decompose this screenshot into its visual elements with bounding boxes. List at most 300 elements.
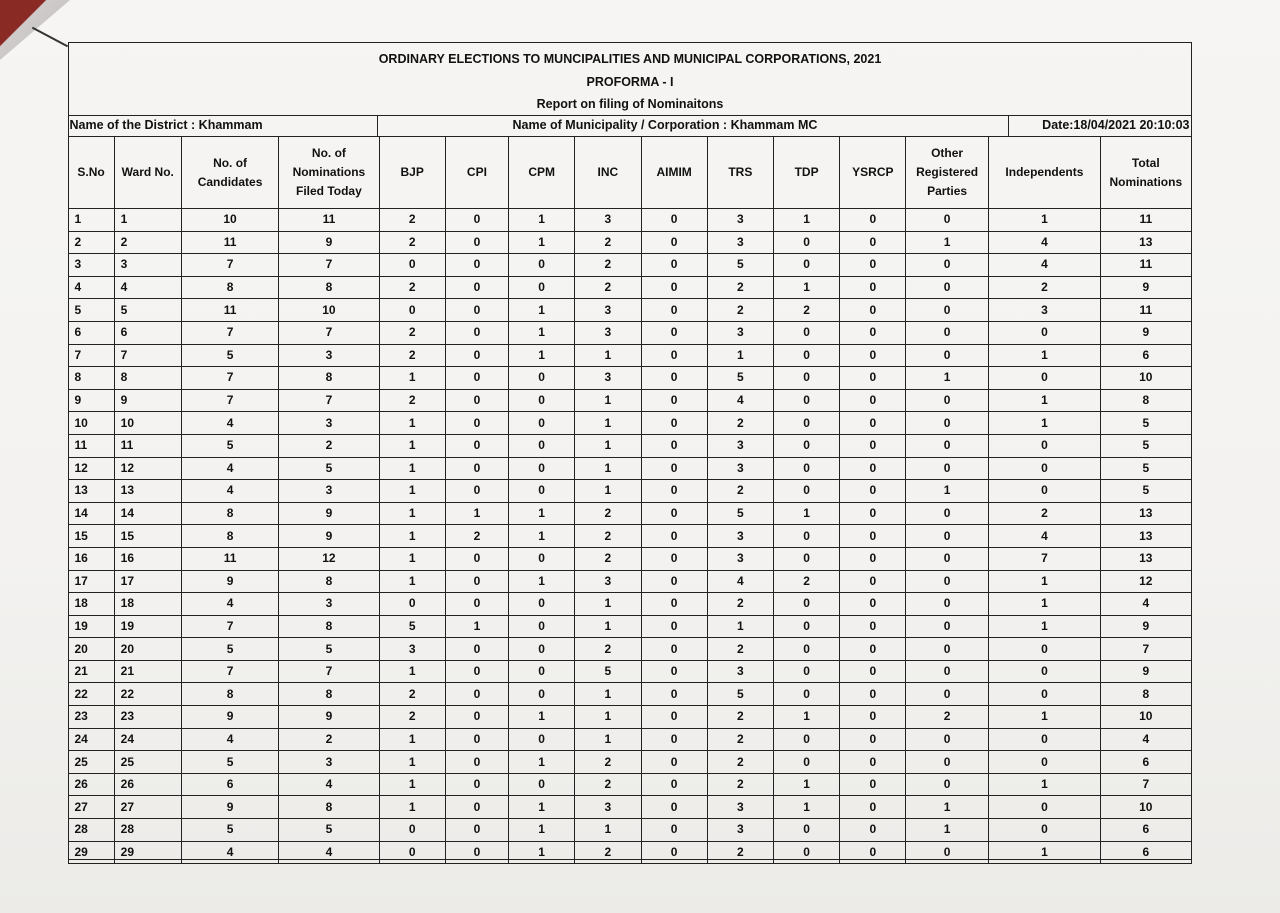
table-cell: 6 <box>1101 841 1191 864</box>
table-cell: 15 <box>68 525 114 548</box>
table-cell: 0 <box>773 593 839 616</box>
table-cell: 0 <box>840 570 906 593</box>
table-cell: 5 <box>1101 434 1191 457</box>
table-cell: 29 <box>114 841 181 864</box>
table-cell: 0 <box>641 389 707 412</box>
table-row <box>68 209 1191 232</box>
table-row <box>68 344 1191 367</box>
table-cell: 7 <box>1101 773 1191 796</box>
table-cell: 0 <box>906 502 988 525</box>
report-title: ORDINARY ELECTIONS TO MUNCIPALITIES AND MUNICIPAL CORPORATIONS, 2021 <box>378 52 882 66</box>
table-cell: 0 <box>773 660 839 683</box>
table-cell: 2 <box>379 209 445 232</box>
table-cell: 0 <box>906 254 988 277</box>
table-cell: 0 <box>641 547 707 570</box>
table-cell: 0 <box>641 728 707 751</box>
table-cell: 2 <box>707 773 773 796</box>
table-cell: 28 <box>68 819 114 842</box>
table-cell: 15 <box>114 525 181 548</box>
table-cell: 0 <box>906 525 988 548</box>
table-cell: 20 <box>114 638 181 661</box>
table-cell: 0 <box>906 773 988 796</box>
table-cell: 0 <box>840 796 906 819</box>
table-cell: 3 <box>707 525 773 548</box>
table-cell: 0 <box>906 434 988 457</box>
table-cell: 0 <box>445 276 508 299</box>
table-cell: 8 <box>181 683 278 706</box>
table-cell: 0 <box>509 367 575 390</box>
table-cell: 7 <box>181 389 278 412</box>
table-cell: 1 <box>773 276 839 299</box>
table-cell: 9 <box>181 570 278 593</box>
table-cell: 0 <box>840 209 906 232</box>
table-row <box>68 502 1191 525</box>
table-cell: 0 <box>509 593 575 616</box>
table-cell: 0 <box>988 367 1100 390</box>
table-row <box>68 728 1191 751</box>
table-cell: 0 <box>379 254 445 277</box>
table-cell: 1 <box>988 615 1100 638</box>
table-row <box>68 683 1191 706</box>
table-cell: 8 <box>279 796 379 819</box>
table-cell: 0 <box>840 706 906 729</box>
table-cell: 4 <box>68 276 114 299</box>
table-cell: 0 <box>509 615 575 638</box>
table-cell: 4 <box>181 412 278 435</box>
table-cell: 0 <box>509 434 575 457</box>
table-cell: 0 <box>509 480 575 503</box>
table-cell: 25 <box>68 751 114 774</box>
table-row <box>68 570 1191 593</box>
table-cell: 2 <box>575 231 641 254</box>
table-cell: 11 <box>1101 254 1191 277</box>
table-cell: 2 <box>445 525 508 548</box>
proforma-label: PROFORMA - I <box>586 75 674 89</box>
table-cell: 1 <box>379 367 445 390</box>
table-cell: 0 <box>641 480 707 503</box>
table-cell: 2 <box>379 276 445 299</box>
col-header: TDP <box>773 137 839 209</box>
table-cell: 1 <box>707 344 773 367</box>
col-header: AIMIM <box>641 137 707 209</box>
table-cell: 1 <box>379 434 445 457</box>
table-cell: 0 <box>445 480 508 503</box>
table-cell: 0 <box>773 683 839 706</box>
table-cell: 5 <box>279 819 379 842</box>
table-cell: 1 <box>445 502 508 525</box>
table-cell: 0 <box>641 367 707 390</box>
table-cell: 0 <box>840 480 906 503</box>
table-cell: 3 <box>279 344 379 367</box>
table-cell: 4 <box>181 593 278 616</box>
table-cell: 0 <box>906 547 988 570</box>
table-cell: 0 <box>641 683 707 706</box>
table-cell: 0 <box>641 615 707 638</box>
table-cell: 1 <box>509 209 575 232</box>
table-cell: 1 <box>988 706 1100 729</box>
table-cell: 11 <box>68 434 114 457</box>
col-header: Independents <box>988 137 1100 209</box>
table-cell: 10 <box>114 412 181 435</box>
table-cell: 0 <box>379 299 445 322</box>
table-cell: 1 <box>379 480 445 503</box>
table-cell: 13 <box>1101 547 1191 570</box>
table-row <box>68 321 1191 344</box>
table-cell: 4 <box>1101 728 1191 751</box>
table-cell: 0 <box>988 728 1100 751</box>
table-cell: 0 <box>641 819 707 842</box>
table-cell: 0 <box>445 751 508 774</box>
table-cell: 2 <box>707 728 773 751</box>
table-cell: 1 <box>906 231 988 254</box>
table-cell: 0 <box>906 660 988 683</box>
table-cell: 0 <box>641 751 707 774</box>
table-cell: 1 <box>988 412 1100 435</box>
table-cell: 10 <box>1101 706 1191 729</box>
table-cell: 5 <box>181 434 278 457</box>
table-cell: 0 <box>509 683 575 706</box>
table-cell: 7 <box>181 615 278 638</box>
table-cell: 18 <box>68 593 114 616</box>
table-cell: 2 <box>988 502 1100 525</box>
table-cell: 0 <box>988 683 1100 706</box>
col-header: YSRCP <box>840 137 906 209</box>
table-cell: 9 <box>1101 276 1191 299</box>
table-cell: 1 <box>509 751 575 774</box>
table-cell: 0 <box>988 434 1100 457</box>
table-cell: 0 <box>509 547 575 570</box>
table-cell: 0 <box>773 547 839 570</box>
table-cell: 3 <box>575 299 641 322</box>
table-cell: 0 <box>445 638 508 661</box>
table-cell: 1 <box>575 706 641 729</box>
table-cell: 5 <box>68 299 114 322</box>
table-row <box>68 547 1191 570</box>
table-cell: 4 <box>114 276 181 299</box>
table-cell: 3 <box>279 412 379 435</box>
table-row <box>68 299 1191 322</box>
table-cell: 0 <box>445 570 508 593</box>
table-cell: 1 <box>379 502 445 525</box>
table-cell: 0 <box>509 773 575 796</box>
col-header: No. of Candidates <box>181 137 278 209</box>
table-cell: 0 <box>641 344 707 367</box>
table-cell: 0 <box>641 660 707 683</box>
table-cell: 0 <box>379 841 445 864</box>
table-cell: 2 <box>707 638 773 661</box>
table-cell: 0 <box>773 412 839 435</box>
table-cell: 2 <box>707 593 773 616</box>
table-cell: 1 <box>988 593 1100 616</box>
table-cell: 29 <box>68 841 114 864</box>
table-cell: 21 <box>114 660 181 683</box>
table-row <box>68 525 1191 548</box>
table-cell: 0 <box>840 276 906 299</box>
table-cell: 10 <box>1101 796 1191 819</box>
table-cell: 0 <box>641 321 707 344</box>
table-cell: 2 <box>575 502 641 525</box>
table-cell: 27 <box>68 796 114 819</box>
table-cell: 1 <box>445 615 508 638</box>
table-cell: 2 <box>379 683 445 706</box>
table-cell: 0 <box>840 773 906 796</box>
table-cell: 19 <box>114 615 181 638</box>
table-row <box>68 231 1191 254</box>
table-cell: 5 <box>181 819 278 842</box>
table-cell: 4 <box>988 254 1100 277</box>
table-cell: 10 <box>279 299 379 322</box>
table-cell: 1 <box>988 570 1100 593</box>
table-cell: 4 <box>181 457 278 480</box>
table-row <box>68 434 1191 457</box>
table-cell: 1 <box>509 321 575 344</box>
table-cell: 2 <box>379 231 445 254</box>
table-cell: 0 <box>988 751 1100 774</box>
table-cell: 4 <box>988 231 1100 254</box>
table-cell: 9 <box>279 706 379 729</box>
divider <box>377 116 379 136</box>
table-cell: 1 <box>68 209 114 232</box>
table-cell: 2 <box>773 299 839 322</box>
table-cell: 13 <box>68 480 114 503</box>
table-cell: 14 <box>114 502 181 525</box>
table-cell: 2 <box>68 231 114 254</box>
nominations-table <box>68 136 1192 864</box>
table-cell: 6 <box>1101 819 1191 842</box>
table-cell: 0 <box>509 254 575 277</box>
table-cell: 7 <box>279 389 379 412</box>
table-cell: 1 <box>379 457 445 480</box>
table-cell: 10 <box>68 412 114 435</box>
table-cell: 0 <box>445 706 508 729</box>
table-cell: 0 <box>840 502 906 525</box>
table-cell: 9 <box>279 525 379 548</box>
table-cell: 5 <box>1101 480 1191 503</box>
table-cell: 3 <box>114 254 181 277</box>
table-cell: 0 <box>379 819 445 842</box>
table-cell: 19 <box>68 615 114 638</box>
table-cell: 0 <box>641 796 707 819</box>
table-cell: 0 <box>840 344 906 367</box>
table-cell: 7 <box>181 254 278 277</box>
table-cell: 0 <box>773 321 839 344</box>
table-body <box>68 209 1191 864</box>
table-cell: 4 <box>1101 593 1191 616</box>
table-cell: 3 <box>988 299 1100 322</box>
table-cell: 0 <box>445 819 508 842</box>
col-header: CPI <box>445 137 508 209</box>
table-cell: 1 <box>575 615 641 638</box>
table-cell: 9 <box>181 796 278 819</box>
table-cell: 8 <box>279 615 379 638</box>
table-cell: 8 <box>114 367 181 390</box>
table-cell: 0 <box>641 209 707 232</box>
table-cell: 1 <box>379 796 445 819</box>
table-cell: 0 <box>773 480 839 503</box>
table-cell: 0 <box>773 231 839 254</box>
table-cell: 4 <box>988 525 1100 548</box>
table-cell: 16 <box>68 547 114 570</box>
table-cell: 3 <box>707 547 773 570</box>
table-cell: 5 <box>707 367 773 390</box>
table-cell: 0 <box>445 660 508 683</box>
table-cell: 9 <box>1101 660 1191 683</box>
table-cell: 0 <box>509 660 575 683</box>
table-cell: 13 <box>1101 231 1191 254</box>
table-cell: 0 <box>445 389 508 412</box>
table-cell: 1 <box>773 706 839 729</box>
col-header: Ward No. <box>114 137 181 209</box>
table-cell: 1 <box>906 796 988 819</box>
table-cell: 26 <box>114 773 181 796</box>
table-cell: 9 <box>68 389 114 412</box>
table-cell: 3 <box>707 796 773 819</box>
table-cell: 6 <box>68 321 114 344</box>
table-cell: 4 <box>279 841 379 864</box>
table-cell: 0 <box>773 525 839 548</box>
table-cell: 0 <box>445 547 508 570</box>
district-name: Name of the District : Khammam <box>69 118 263 132</box>
table-cell: 24 <box>114 728 181 751</box>
table-cell: 7 <box>279 660 379 683</box>
table-cell: 0 <box>773 638 839 661</box>
table-cell: 13 <box>1101 525 1191 548</box>
table-cell: 0 <box>906 615 988 638</box>
table-cell: 2 <box>575 547 641 570</box>
table-cell: 1 <box>379 728 445 751</box>
table-cell: 11 <box>114 434 181 457</box>
table-cell: 2 <box>279 434 379 457</box>
table-cell: 9 <box>279 231 379 254</box>
table-cell: 3 <box>707 819 773 842</box>
table-cell: 22 <box>114 683 181 706</box>
table-cell: 0 <box>840 751 906 774</box>
table-cell: 1 <box>509 841 575 864</box>
table-cell: 0 <box>840 615 906 638</box>
table-row <box>68 638 1191 661</box>
table-cell: 0 <box>840 841 906 864</box>
table-cell: 0 <box>641 457 707 480</box>
table-cell: 0 <box>509 412 575 435</box>
table-cell: 0 <box>445 209 508 232</box>
table-cell: 0 <box>773 615 839 638</box>
table-cell: 11 <box>1101 299 1191 322</box>
table-cell: 8 <box>279 367 379 390</box>
table-cell: 0 <box>641 254 707 277</box>
table-cell: 0 <box>641 412 707 435</box>
table-cell: 0 <box>988 480 1100 503</box>
table-cell: 0 <box>988 457 1100 480</box>
col-header: CPM <box>509 137 575 209</box>
table-cell: 17 <box>114 570 181 593</box>
table-cell: 3 <box>68 254 114 277</box>
table-cell: 2 <box>379 706 445 729</box>
table-cell: 26 <box>68 773 114 796</box>
table-cell: 21 <box>68 660 114 683</box>
table-cell: 2 <box>707 276 773 299</box>
table-cell: 1 <box>575 728 641 751</box>
table-cell: 0 <box>840 638 906 661</box>
table-cell: 0 <box>840 660 906 683</box>
table-cell: 1 <box>509 344 575 367</box>
table-cell: 1 <box>509 796 575 819</box>
table-cell: 9 <box>1101 615 1191 638</box>
report-date: Date:18/04/2021 20:10:03 <box>1042 118 1190 132</box>
corner-mark <box>32 27 68 48</box>
table-cell: 27 <box>114 796 181 819</box>
table-cell: 0 <box>773 389 839 412</box>
table-cell: 0 <box>988 796 1100 819</box>
table-cell: 0 <box>641 231 707 254</box>
table-cell: 5 <box>379 615 445 638</box>
table-row <box>68 593 1191 616</box>
table-cell: 2 <box>707 841 773 864</box>
col-header: S.No <box>68 137 114 209</box>
table-cell: 0 <box>445 683 508 706</box>
table-cell: 2 <box>575 254 641 277</box>
table-cell: 0 <box>840 367 906 390</box>
table-cell: 12 <box>114 457 181 480</box>
table-cell: 0 <box>906 389 988 412</box>
table-cell: 8 <box>68 367 114 390</box>
table-header-row <box>68 137 1191 209</box>
table-cell: 0 <box>906 344 988 367</box>
table-cell: 4 <box>181 728 278 751</box>
table-cell: 12 <box>279 547 379 570</box>
table-cell: 7 <box>988 547 1100 570</box>
table-cell: 1 <box>509 819 575 842</box>
table-row <box>68 480 1191 503</box>
table-cell: 1 <box>509 706 575 729</box>
table-cell: 3 <box>279 593 379 616</box>
table-cell: 0 <box>840 683 906 706</box>
table-cell: 3 <box>575 321 641 344</box>
table-cell: 1 <box>575 344 641 367</box>
table-cell: 0 <box>906 841 988 864</box>
table-cell: 13 <box>1101 502 1191 525</box>
table-cell: 4 <box>707 389 773 412</box>
table-cell: 0 <box>988 638 1100 661</box>
table-cell: 0 <box>773 819 839 842</box>
table-cell: 5 <box>707 254 773 277</box>
table-row <box>68 841 1191 864</box>
table-cell: 1 <box>379 547 445 570</box>
table-cell: 0 <box>906 751 988 774</box>
table-cell: 3 <box>707 231 773 254</box>
table-cell: 0 <box>840 547 906 570</box>
table-cell: 5 <box>279 638 379 661</box>
table-cell: 1 <box>988 841 1100 864</box>
table-cell: 17 <box>68 570 114 593</box>
table-cell: 1 <box>379 570 445 593</box>
info-row <box>68 115 1192 137</box>
table-cell: 0 <box>445 796 508 819</box>
table-cell: 1 <box>988 344 1100 367</box>
table-cell: 2 <box>575 773 641 796</box>
table-cell: 1 <box>988 209 1100 232</box>
table-cell: 1 <box>379 751 445 774</box>
table-cell: 2 <box>773 570 839 593</box>
table-cell: 7 <box>181 660 278 683</box>
table-cell: 23 <box>68 706 114 729</box>
table-cell: 4 <box>181 480 278 503</box>
table-row <box>68 660 1191 683</box>
table-cell: 2 <box>575 841 641 864</box>
col-header: INC <box>575 137 641 209</box>
table-cell: 2 <box>707 706 773 729</box>
table-cell: 1 <box>575 389 641 412</box>
table-cell: 0 <box>641 276 707 299</box>
